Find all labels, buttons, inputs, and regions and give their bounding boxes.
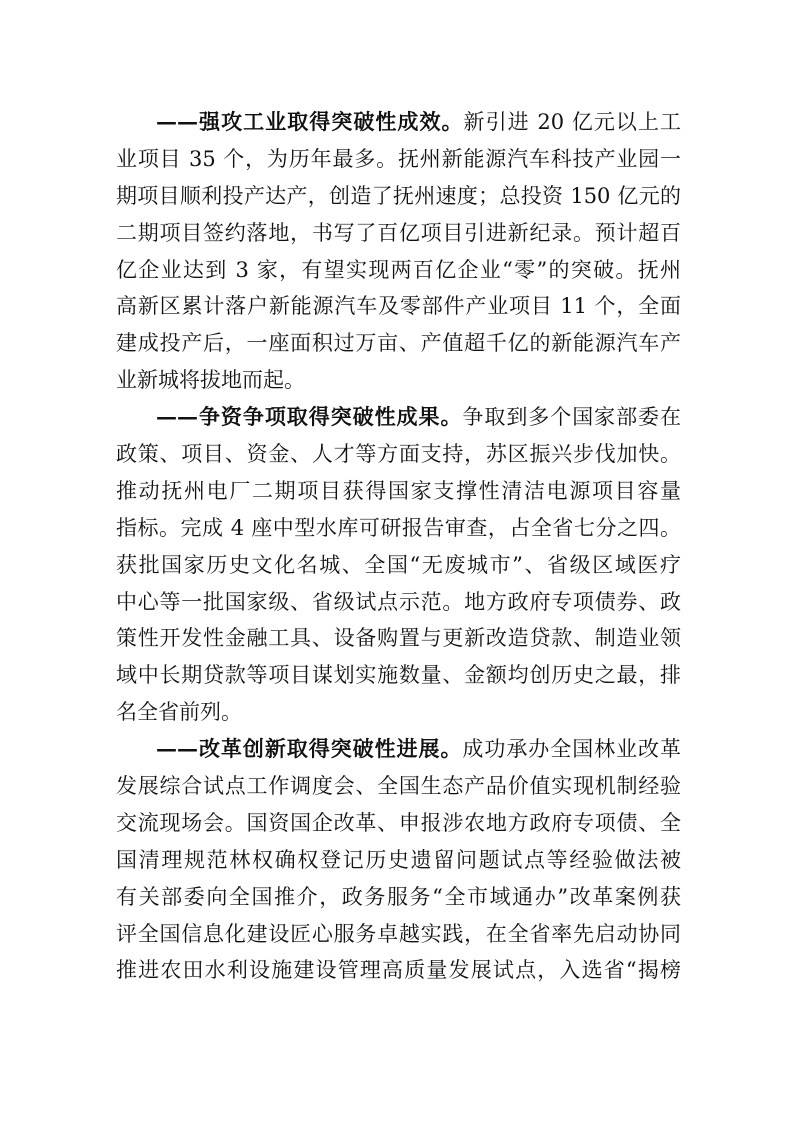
- paragraph-heading: ——改革创新取得突破性进展。: [156, 736, 463, 762]
- document-page: [116, 104, 681, 989]
- text-line: 政策、项目、资金、人才等方面支持，苏区振兴步伐加快。: [116, 442, 681, 467]
- text-line: 中心等一批国家级、省级试点示范。地方政府专项债券、政: [116, 589, 681, 614]
- text-line: 交流现场会。国资国企改革、申报涉农地方政府专项债、全: [116, 810, 681, 835]
- text-line: 有关部委向全国推介，政务服务“全市域通办”改革案例获: [116, 884, 681, 909]
- paragraph-heading: ——强攻工业取得突破性成效。: [156, 109, 464, 134]
- text-line: 域中长期贷款等项目谋划实施数量、金额均创历史之最，排: [116, 663, 681, 688]
- text-line: 期项目顺利投产达产，创造了抚州速度；总投资 150 亿元的: [116, 183, 681, 208]
- paragraph-first-line: [116, 104, 681, 141]
- paragraph: [116, 104, 681, 399]
- paragraph-heading: ——争资争项取得突破性成果。: [156, 404, 463, 430]
- paragraph-text: 新引进 20 亿元以上工: [463, 110, 681, 134]
- text-line: 建成投产后，一座面积过万亩、产值超千亿的新能源汽车产: [116, 331, 681, 356]
- text-line: 业新城将拔地而起。: [116, 368, 305, 393]
- text-line: 二期项目签约落地，书写了百亿项目引进新纪录。预计超百: [116, 220, 681, 245]
- paragraph-first-line: [116, 399, 681, 436]
- text-line: 评全国信息化建设匠心服务卓越实践，在全省率先启动协同: [116, 921, 681, 946]
- text-line: 高新区累计落户新能源汽车及零部件产业项目 11 个，全面: [116, 294, 681, 319]
- paragraph-text: 成功承办全国林业改革: [462, 737, 682, 762]
- text-line: 名全省前列。: [116, 700, 242, 725]
- paragraph-first-line: [116, 731, 681, 768]
- text-line: 策性开发性金融工具、设备购置与更新改造贷款、制造业领: [116, 626, 681, 651]
- paragraph: [116, 399, 681, 731]
- text-line: 推进农田水利设施建设管理高质量发展试点，入选省“揭榜: [116, 958, 681, 983]
- text-line: 指标。完成 4 座中型水库可研报告审查，占全省七分之四。: [116, 515, 681, 540]
- text-line: 获批国家历史文化名城、全国“无废城市”、省级区域医疗: [116, 552, 681, 577]
- text-line: 推动抚州电厂二期项目获得国家支撑性清洁电源项目容量: [116, 478, 681, 503]
- paragraph: [116, 731, 681, 989]
- text-line: 亿企业达到 3 家，有望实现两百亿企业“零”的突破。抚州: [116, 257, 681, 282]
- text-line: 发展综合试点工作调度会、全国生态产品价值实现机制经验: [116, 774, 681, 799]
- paragraph-text: 争取到多个国家部委在: [462, 405, 682, 430]
- text-line: 业项目 35 个，为历年最多。抚州新能源汽车科技产业园一: [116, 146, 681, 171]
- text-line: 国清理规范林权确权登记历史遗留问题试点等经验做法被: [116, 847, 681, 872]
